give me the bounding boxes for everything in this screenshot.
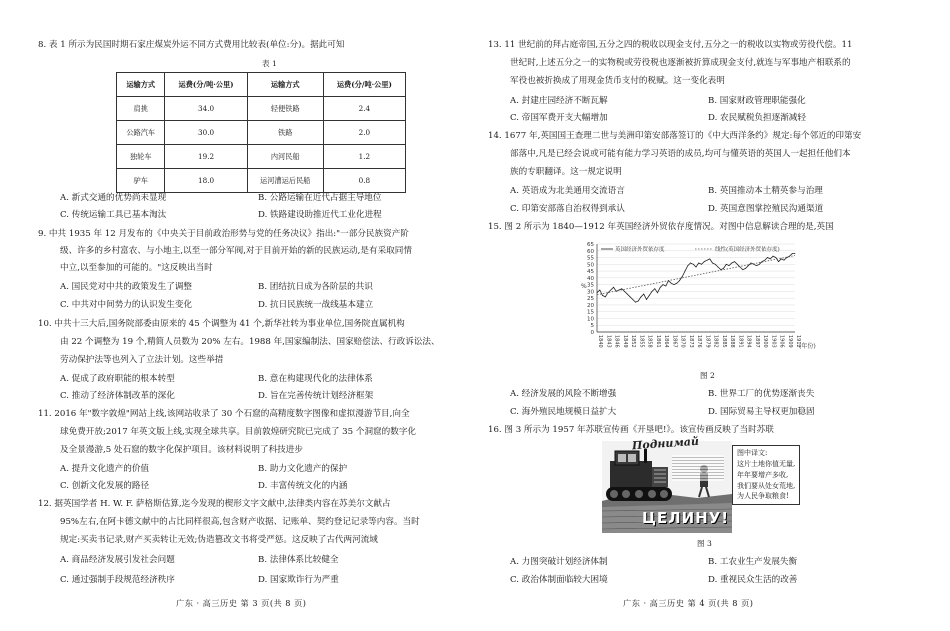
- table-row: [117, 97, 406, 121]
- data-point: [778, 261, 779, 262]
- data-point: [676, 283, 677, 284]
- data-point: [630, 296, 631, 297]
- y-tick-label: 50: [587, 262, 594, 269]
- q8-option-d[interactable]: D. 铁路建设助推近代工业化进程: [258, 210, 382, 220]
- data-point: [734, 261, 735, 262]
- q14-option-a[interactable]: A. 英语成为北美通用交流语言: [510, 186, 625, 196]
- data-point: [682, 276, 683, 277]
- data-point: [726, 264, 727, 265]
- table1-header: 运输方式: [247, 73, 323, 97]
- data-point: [709, 258, 710, 259]
- translation-line: 我们要从处女荒地,: [737, 481, 796, 490]
- data-point: [663, 284, 664, 285]
- data-point: [693, 264, 694, 265]
- x-tick-label: 1909: [786, 335, 793, 348]
- q13-option-b[interactable]: B. 国家财政管理职能强化: [708, 96, 806, 106]
- data-point: [657, 292, 658, 293]
- poster-right-text-block: [672, 455, 724, 481]
- data-point: [696, 267, 697, 268]
- data-point: [605, 296, 606, 297]
- x-tick-label: 1873: [687, 335, 694, 348]
- q11-option-b[interactable]: B. 助力文化遗产的保护: [258, 464, 348, 474]
- legend-label: 线性(英国经济外贸依存度): [715, 247, 780, 253]
- data-point: [599, 290, 600, 291]
- table1-title: 表 1: [262, 59, 277, 68]
- q16-option-c[interactable]: C. 政治体制面临较大困境: [510, 575, 608, 585]
- q14-option-b[interactable]: B. 英国推动本土精英参与治理: [708, 186, 823, 196]
- data-point: [751, 263, 752, 264]
- data-point: [704, 261, 705, 262]
- table-cell: 驴车: [117, 169, 165, 193]
- data-point: [745, 268, 746, 269]
- q8-option-b[interactable]: B. 公路运输在近代占据主导地位: [258, 193, 382, 203]
- data-point: [679, 280, 680, 281]
- q13-option-c[interactable]: C. 帝国军费开支大幅增加: [510, 113, 608, 123]
- y-tick-label: 5: [590, 323, 594, 330]
- data-point: [795, 253, 796, 254]
- data-point: [613, 287, 614, 288]
- q12-option-b[interactable]: B. 法律体系比较健全: [258, 555, 339, 565]
- table1-header: 运费(分/吨·公里): [323, 73, 405, 97]
- q10-line: 劳动保护法等也列入了立法计划。这些举措: [60, 355, 224, 365]
- table1-header: 运费(分/吨·公里): [165, 73, 247, 97]
- q13-option-d[interactable]: D. 农民赋税负担逐渐减轻: [708, 113, 806, 123]
- y-tick-label: 0: [590, 330, 594, 336]
- table-cell: 18.0: [165, 169, 247, 193]
- x-tick-label: 1894: [745, 335, 752, 348]
- data-point: [775, 257, 776, 258]
- figure2-caption: 图 2: [700, 371, 715, 380]
- q9-line: 级、许多的乡村富农、与小地主,以至一部分军阀,对于目前开始的新的民族运动,是有采取同情: [60, 246, 412, 256]
- table-cell: 1.2: [323, 145, 405, 169]
- x-tick-label: 1867: [671, 335, 678, 348]
- table-row: [117, 145, 406, 169]
- table-cell: 34.0: [165, 97, 247, 121]
- data-point: [632, 299, 633, 300]
- x-tick-label: 1903: [770, 335, 777, 348]
- q8-option-a[interactable]: A. 新式交通的优势尚未显现: [60, 193, 167, 203]
- q14-line: 14. 1677 年,英国国王查理二世与美洲印第安部落签订的《中大西洋条约》规定:每个邻近的印第安: [488, 131, 862, 141]
- x-tick-label: 1861: [654, 335, 661, 348]
- data-point: [652, 291, 653, 292]
- trade-dependence-chart: [575, 238, 835, 362]
- data-point: [707, 260, 708, 261]
- translation-line: 为人民争取粮食!: [737, 492, 789, 501]
- data-point: [729, 265, 730, 266]
- q13-line: 军役也被折换成了用现金货币支付的税赋。这一变化表明: [510, 76, 725, 86]
- x-tick-label: 1906: [778, 335, 785, 348]
- legend-label: 英国经济外贸依存度: [615, 247, 665, 253]
- q8-stem: 8. 表 1 所示为民国时期石家庄煤炭外运不同方式费用比较表(单位:分)。据此可知: [38, 40, 345, 50]
- data-point: [674, 284, 675, 285]
- table1-header: 运输方式: [117, 73, 165, 97]
- x-tick-label: 1891: [737, 335, 744, 348]
- x-tick-label: 1846: [613, 335, 620, 348]
- x-tick-label: 1900: [762, 335, 768, 348]
- x-tick-label: 1864: [663, 335, 669, 348]
- data-point: [759, 264, 760, 265]
- q15-option-b[interactable]: B. 世界工厂的优势逐渐丧失: [708, 389, 815, 399]
- q14-option-c[interactable]: C. 印第安部落自治权得到承认: [510, 204, 625, 214]
- data-point: [665, 286, 666, 287]
- data-point: [723, 268, 724, 269]
- y-tick-label: 60: [587, 248, 594, 255]
- q10-option-b[interactable]: B. 意在构建现代化的法律体系: [258, 374, 373, 384]
- data-point: [718, 267, 719, 268]
- data-point: [742, 269, 743, 270]
- q15-option-c[interactable]: C. 海外殖民地规模日益扩大: [510, 407, 617, 417]
- data-point: [690, 263, 691, 264]
- data-point: [643, 294, 644, 295]
- page-footer-right: 广东 · 高三历史 第 4 页(共 8 页): [623, 598, 754, 608]
- translation-line: 年年要增产多收,: [737, 470, 789, 479]
- data-point: [792, 253, 793, 254]
- q12-option-d[interactable]: D. 国家欺诈行为严重: [258, 575, 339, 585]
- table-cell: 30.0: [165, 121, 247, 145]
- x-tick-label: 1888: [729, 335, 735, 348]
- x-tick-label: 1876: [696, 335, 702, 348]
- x-tick-label: 1840: [597, 335, 603, 348]
- data-point: [731, 263, 732, 264]
- figure3-caption: 图 3: [697, 539, 712, 548]
- data-point: [654, 288, 655, 289]
- q14-line: 部落中,凡是已经会说或可能有能力学习英语的成员,均可与懂英语的英国人一起担任他们本: [510, 149, 851, 159]
- data-point: [602, 295, 603, 296]
- data-point: [687, 265, 688, 266]
- data-point: [773, 256, 774, 257]
- y-tick-label: 65: [587, 242, 594, 248]
- x-tick-label: 1858: [646, 335, 653, 348]
- q12-option-c[interactable]: C. 通过强制手段规范经济秩序: [60, 575, 175, 585]
- y-tick-label: 30: [587, 289, 594, 296]
- poster-top-slogan: Поднимай: [631, 434, 700, 453]
- data-point: [597, 292, 598, 293]
- x-tick-label: 1843: [605, 335, 612, 348]
- q12-line: 规定:买卖书记录,财产买卖转让无效;伪造篡改文书将受严惩。这反映了古代两河流域: [60, 535, 378, 545]
- q15-stem: 15. 图 2 所示为 1840—1912 年英国经济外贸依存度情况。对图中信息解读合理的是,英国: [488, 222, 834, 232]
- q10-line: 10. 中共十三大后,国务院部委由原来的 45 个调整为 41 个,新华社转为事业单位,国务院直属机构: [38, 319, 405, 329]
- data-point: [748, 265, 749, 266]
- propaganda-poster: [602, 434, 732, 533]
- y-tick-label: 20: [587, 302, 594, 309]
- page-footer-left: 广东 · 高三历史 第 3 页(共 8 页): [176, 598, 307, 608]
- data-point: [767, 257, 768, 258]
- q14-line: 族的专职翻译。这一规定说明: [510, 167, 622, 177]
- data-point: [610, 290, 611, 291]
- q15-option-a[interactable]: A. 经济发展的风险不断增强: [510, 389, 617, 399]
- y-tick-label: 40: [587, 275, 594, 282]
- y-tick-label: 45: [587, 269, 594, 276]
- q9-option-b[interactable]: B. 团结抗日成为各阶层的共识: [258, 282, 373, 292]
- series-line-linear-trend: [597, 256, 795, 295]
- q8-option-c[interactable]: C. 传统运输工具已基本淘汰: [60, 210, 167, 220]
- q9-option-c[interactable]: C. 中共对中间势力的认识发生变化: [60, 300, 193, 310]
- data-point: [715, 264, 716, 265]
- table-row: [117, 169, 406, 193]
- data-point: [638, 300, 639, 301]
- y-tick-label: 25: [587, 296, 594, 303]
- q11-line: 及全景漫游,5 处石窟的数字化保护项目。该材料说明了科技进步: [60, 445, 303, 455]
- q12-option-a[interactable]: A. 商品经济发展引发社会问题: [60, 555, 175, 565]
- q16-stem: 16. 图 3 所示为 1957 年苏联宣传画《开垦吧!》。该宣传画反映了当时苏联: [488, 425, 774, 435]
- table-cell: 2.0: [323, 121, 405, 145]
- q11-line: 球免费开放;2017 年英文版上线,实现全球共享。目前敦煌研究院已完成了 35 个洞窟的数字化: [60, 427, 417, 437]
- q11-option-d[interactable]: D. 丰富传统文化的内涵: [258, 481, 348, 491]
- data-point: [737, 264, 738, 265]
- x-axis-label: (年份): [799, 343, 816, 350]
- table-cell: 19.2: [165, 145, 247, 169]
- x-tick-label: 1879: [704, 335, 711, 348]
- data-point: [770, 258, 771, 259]
- x-tick-label: 1870: [679, 335, 686, 348]
- q16-option-d[interactable]: D. 重视民众生活的改善: [708, 575, 798, 585]
- data-point: [627, 294, 628, 295]
- q10-option-c[interactable]: C. 推动了经济体制改革的深化: [60, 391, 175, 401]
- x-tick-label: 1885: [720, 335, 727, 348]
- table-cell: 独轮车: [117, 145, 165, 169]
- y-tick-label: 10: [587, 316, 594, 323]
- table-cell: 内河民船: [247, 145, 323, 169]
- data-point: [646, 299, 647, 300]
- q12-line: 12. 据英国学者 H. W. F. 萨格斯估算,迄今发现的楔形文字文献中,法律类内容在苏美尔文献占: [38, 499, 391, 509]
- table-cell: 公路汽车: [117, 121, 165, 145]
- q11-option-c[interactable]: C. 创新文化发展的路径: [60, 481, 150, 491]
- data-point: [635, 302, 636, 303]
- y-tick-label: 55: [587, 255, 594, 262]
- y-tick-label: 15: [587, 309, 594, 316]
- table1-header-row: [117, 73, 406, 97]
- x-tick-label: 1897: [753, 335, 760, 348]
- x-tick-label: 1849: [621, 335, 628, 348]
- poster-translation-box: [732, 445, 800, 505]
- data-point: [660, 287, 661, 288]
- translation-heading: 图中译文:: [737, 449, 768, 457]
- q16-option-a[interactable]: A. 力图突破计划经济体制: [510, 557, 608, 567]
- data-point: [649, 295, 650, 296]
- data-point: [764, 260, 765, 261]
- data-point: [701, 264, 702, 265]
- x-tick-label: 1912: [795, 335, 801, 348]
- q15-option-d[interactable]: D. 国际贸易主导权更加稳固: [708, 407, 815, 417]
- y-axis-label: %: [581, 283, 587, 290]
- table-cell: 铁路: [247, 121, 323, 145]
- q9-line: 9. 中共 1935 年 12 月发布的《中央关于目前政治形势与党的任务决议》指出:"一部分民族资产阶: [38, 229, 409, 239]
- q14-option-d[interactable]: D. 英国意图掌控殖民沟通渠道: [708, 204, 824, 214]
- q11-line: 11. 2016 年"数字敦煌"网站上线,该网站收录了 30 个石窟的高精度数字图像和虚拟漫游节目,向全: [38, 409, 410, 419]
- data-point: [685, 271, 686, 272]
- data-point: [671, 283, 672, 284]
- data-point: [641, 296, 642, 297]
- q11-option-a[interactable]: A. 提升文化遗产的价值: [60, 464, 150, 474]
- table-cell: 轻便铁路: [247, 97, 323, 121]
- table-cell: 肩挑: [117, 97, 165, 121]
- data-point: [784, 260, 785, 261]
- q13-line: 13. 11 世纪前的拜占庭帝国,五分之四的税收以现金支付,五分之一的税收以实物或劳役代偿。11: [488, 40, 853, 50]
- table-cell: 运河漕运后民船: [247, 169, 323, 193]
- q13-option-a[interactable]: A. 封建庄园经济不断瓦解: [510, 96, 608, 106]
- x-tick-label: 1855: [638, 335, 645, 348]
- q12-line: 95%左右,在阿卡德文献中的占比同样很高,包含财产收据、记账单、契约登记记录等内容。当时: [60, 517, 420, 527]
- table-row: [117, 121, 406, 145]
- data-point: [608, 292, 609, 293]
- q10-option-a[interactable]: A. 促成了政府职能的根本转型: [60, 374, 175, 384]
- data-point: [624, 291, 625, 292]
- q10-line: 由 22 个调整为 19 个,精简人员数为 20% 左右。1988 年,国家编制法、国家赔偿法、行政诉讼法、: [60, 337, 440, 347]
- q9-line: 中立,以至参加的可能的。"这反映出当时: [60, 263, 213, 273]
- poster-bottom-slogan: ЦЕЛИНУ!: [642, 509, 730, 527]
- q9-option-a[interactable]: A. 国民党对中共的政策发生了调整: [60, 282, 192, 292]
- q9-option-d[interactable]: D. 抗日民族统一战线基本建立: [258, 300, 374, 310]
- x-tick-label: 1852: [630, 335, 636, 348]
- q10-option-d[interactable]: D. 旨在完善传统计划经济框架: [258, 391, 374, 401]
- data-point: [621, 288, 622, 289]
- data-point: [756, 265, 757, 266]
- table-cell: 0.8: [323, 169, 405, 193]
- data-point: [712, 263, 713, 264]
- data-point: [698, 263, 699, 264]
- table-cell: 2.4: [323, 97, 405, 121]
- q16-option-b[interactable]: B. 工农业生产发展失衡: [708, 557, 798, 567]
- table1: [116, 72, 406, 193]
- y-tick-label: 35: [587, 282, 594, 289]
- q13-line: 世纪时,上述五分之一的实物税或劳役税也逐渐被折算成现金支付,就连与军事地产相联系的: [510, 58, 851, 68]
- x-tick-label: 1882: [712, 335, 719, 348]
- translation-line: 这片土地你值无量,: [737, 459, 796, 468]
